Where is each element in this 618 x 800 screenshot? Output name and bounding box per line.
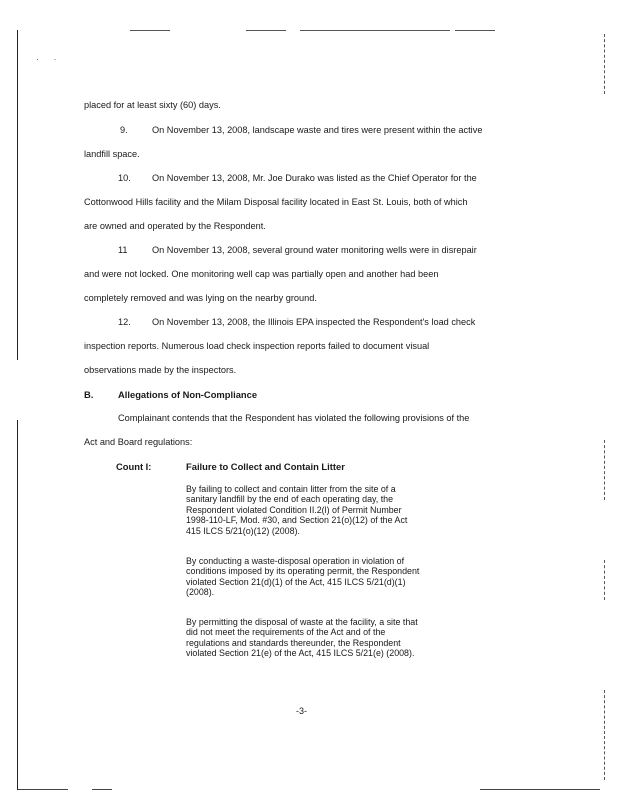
page-number: -3- (296, 706, 307, 716)
paragraph-number: 10. (118, 173, 131, 183)
count-paragraph-3 (186, 617, 476, 659)
block-line: By conducting a waste-disposal operation in violation of (186, 556, 405, 566)
block-line: 415 ILCS 5/21(o)(12) (2008). (186, 525, 300, 536)
block-line: did not meet the requirements of the Act and of the (186, 627, 386, 638)
scan-edge-right (604, 690, 605, 780)
scan-edge-right (604, 560, 605, 600)
block-line: By failing to collect and contain litter from the site of a (186, 484, 396, 494)
scan-edge-top (130, 30, 170, 31)
block-line: By permitting the disposal of waste at the facility, a site that (186, 617, 418, 627)
paragraph-12-line-3: observations made by the inspectors. (84, 365, 237, 375)
block-line: Respondent violated Condition II.2(l) of Permit Number (186, 504, 402, 515)
scan-edge-bottom (480, 789, 600, 790)
block-line: violated Section 21(d)(1) of the Act, 415 ILCS 5/21(d)(1) (186, 576, 406, 587)
section-letter: B. (84, 389, 94, 400)
paragraph-10-line-3: are owned and operated by the Respondent. (84, 221, 266, 231)
paragraph-12-line-2: inspection reports. Numerous load check inspection reports failed to document visual (84, 341, 430, 351)
paragraph-number: 12. (118, 317, 131, 327)
section-intro-line-1: Complainant contends that the Respondent has violated the following provisions of the (118, 413, 470, 423)
scan-edge-top (455, 30, 495, 31)
scan-edge-gap (17, 360, 18, 420)
block-line: regulations and standards thereunder, the Respondent (186, 637, 401, 648)
paragraph-11-line-2: and were not locked. One monitoring well cap was partially open and another had been (84, 269, 439, 279)
line-continuation: placed for at least sixty (60) days. (84, 100, 221, 110)
scan-edge-bottom (92, 789, 112, 790)
paragraph-number: 9. (120, 125, 128, 135)
scan-edge-right (604, 440, 605, 500)
paragraph-10-line-1: On November 13, 2008, Mr. Joe Durako was listed as the Chief Operator for the (152, 173, 477, 183)
paragraph-11-line-1: On November 13, 2008, several ground water monitoring wells were in disrepair (152, 245, 477, 255)
scan-edge-top (246, 30, 286, 31)
section-intro-line-2: Act and Board regulations: (84, 437, 193, 447)
paragraph-10-line-2: Cottonwood Hills facility and the Milam Disposal facility located in East St. Louis, both of which (84, 197, 468, 207)
block-line: 1998-110-LF, Mod. #30, and Section 21(o)(12) of the Act (186, 515, 408, 526)
paragraph-12-line-1: On November 13, 2008, the Illinois EPA inspected the Respondent's load check (152, 317, 476, 327)
count-paragraph-2 (186, 556, 476, 598)
block-line: conditions imposed by its operating permit, the Respondent (186, 566, 420, 577)
count-label: Count I: (116, 461, 152, 472)
scan-edge-bottom (18, 789, 68, 790)
scan-specks: · · (36, 54, 63, 64)
count-title: Failure to Collect and Contain Litter (186, 461, 345, 472)
paragraph-11-line-3: completely removed and was lying on the nearby ground. (84, 293, 317, 303)
scan-edge-top (300, 30, 450, 31)
count-paragraph-1 (186, 484, 476, 536)
section-title: Allegations of Non-Compliance (118, 389, 258, 400)
block-line: violated Section 21(e) of the Act, 415 ILCS 5/21(e) (2008). (186, 648, 415, 659)
paragraph-9-line-1: On November 13, 2008, landscape waste and tires were present within the active (152, 125, 483, 135)
scan-edge-right (604, 34, 605, 94)
paragraph-number: 11 (118, 245, 128, 255)
paragraph-9-line-2: landfill space. (84, 149, 140, 159)
block-line: (2008). (186, 587, 215, 598)
block-line: sanitary landfill by the end of each operating day, the (186, 494, 394, 505)
